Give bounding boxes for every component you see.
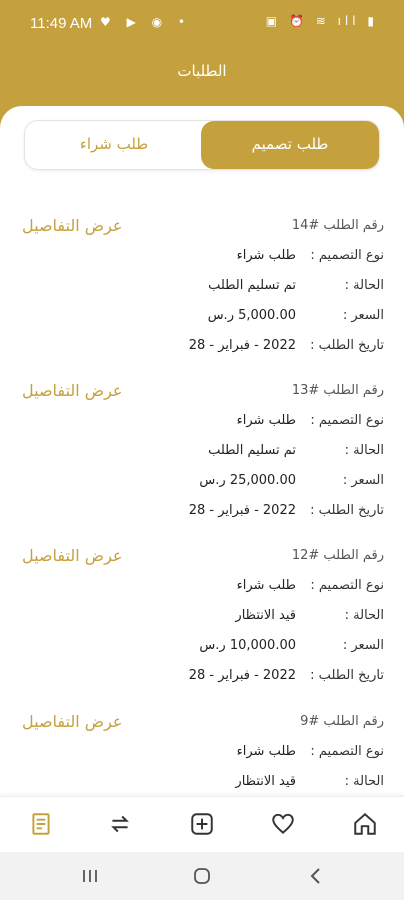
- order-number: رقم الطلب #13: [291, 383, 384, 398]
- order-type-row: [164, 413, 384, 433]
- order-number-row: [164, 548, 384, 568]
- order-date-row: [164, 338, 384, 358]
- type-label: نوع التصميم :: [310, 578, 384, 593]
- status-label: الحالة :: [344, 278, 384, 293]
- order-price-row: [164, 638, 384, 658]
- order-status-row: [164, 774, 384, 794]
- page-title: الطلبات: [177, 62, 227, 80]
- order-status-row: [164, 608, 384, 628]
- type-value: طلب شراء: [236, 578, 296, 593]
- price-label: السعر :: [342, 308, 384, 323]
- order-number: رقم الطلب #9: [300, 714, 384, 729]
- view-details-link[interactable]: عرض التفاصيل: [22, 216, 123, 235]
- system-navigation-bar: [0, 852, 404, 900]
- status-value: قيد الانتظار: [235, 608, 296, 623]
- orders-sheet: [0, 106, 404, 796]
- order-price-row: [164, 473, 384, 493]
- date-value: 2022 - فبراير - 28: [188, 668, 296, 683]
- tab-design-order[interactable]: طلب تصميم: [201, 121, 379, 169]
- status-label: الحالة :: [344, 774, 384, 789]
- order-number: رقم الطلب #12: [291, 548, 384, 563]
- type-value: طلب شراء: [236, 744, 296, 759]
- status-label: الحالة :: [344, 443, 384, 458]
- price-label: السعر :: [342, 473, 384, 488]
- order-type-tabs: [24, 120, 380, 170]
- order-date-row: [164, 668, 384, 688]
- date-value: 2022 - فبراير - 28: [188, 503, 296, 518]
- plus-square-icon[interactable]: [187, 809, 217, 839]
- order-date-row: [164, 503, 384, 523]
- order-status-row: [164, 443, 384, 463]
- order-card: [0, 210, 404, 370]
- order-price-row: [164, 308, 384, 328]
- price-label: السعر :: [342, 638, 384, 653]
- type-label: نوع التصميم :: [310, 744, 384, 759]
- price-value: 10,000.00 ر.س: [199, 638, 296, 653]
- order-type-row: [164, 248, 384, 268]
- app-header: [0, 46, 404, 106]
- date-label: تاريخ الطلب :: [310, 503, 384, 518]
- status-bar: [0, 0, 404, 46]
- status-value: تم تسليم الطلب: [208, 278, 296, 293]
- price-value: 25,000.00 ر.س: [199, 473, 296, 488]
- order-card: [0, 375, 404, 535]
- status-value: تم تسليم الطلب: [208, 443, 296, 458]
- date-label: تاريخ الطلب :: [310, 668, 384, 683]
- order-type-row: [164, 578, 384, 598]
- date-label: تاريخ الطلب :: [310, 338, 384, 353]
- order-type-row: [164, 744, 384, 764]
- type-label: نوع التصميم :: [310, 248, 384, 263]
- order-number-row: [164, 218, 384, 238]
- order-status-row: [164, 278, 384, 298]
- tab-purchase-order[interactable]: طلب شراء: [79, 135, 149, 153]
- view-details-link[interactable]: عرض التفاصيل: [22, 546, 123, 565]
- bottom-navigation: [0, 796, 404, 852]
- order-card: [0, 540, 404, 700]
- view-details-link[interactable]: عرض التفاصيل: [22, 381, 123, 400]
- home-button-icon[interactable]: [190, 865, 214, 887]
- type-label: نوع التصميم :: [310, 413, 384, 428]
- heart-icon[interactable]: [268, 809, 298, 839]
- status-value: قيد الانتظار: [235, 774, 296, 789]
- notification-icons: ♥ ▶ ◉ •: [100, 15, 191, 29]
- view-details-link[interactable]: عرض التفاصيل: [22, 712, 123, 731]
- status-label: الحالة :: [344, 608, 384, 623]
- back-icon[interactable]: [304, 865, 328, 887]
- date-value: 2022 - فبراير - 28: [188, 338, 296, 353]
- type-value: طلب شراء: [236, 413, 296, 428]
- orders-icon[interactable]: [26, 809, 56, 839]
- status-time: 11:49 AM: [30, 15, 93, 32]
- system-status-icons: ▣ ⏰ ≋ ıll ▮: [265, 14, 378, 28]
- recent-apps-icon[interactable]: [78, 865, 102, 887]
- order-number-row: [164, 714, 384, 734]
- order-number: رقم الطلب #14: [291, 218, 384, 233]
- type-value: طلب شراء: [236, 248, 296, 263]
- home-icon[interactable]: [350, 809, 380, 839]
- price-value: 5,000.00 ر.س: [207, 308, 296, 323]
- order-number-row: [164, 383, 384, 403]
- exchange-icon[interactable]: [105, 809, 135, 839]
- order-card: [0, 706, 404, 796]
